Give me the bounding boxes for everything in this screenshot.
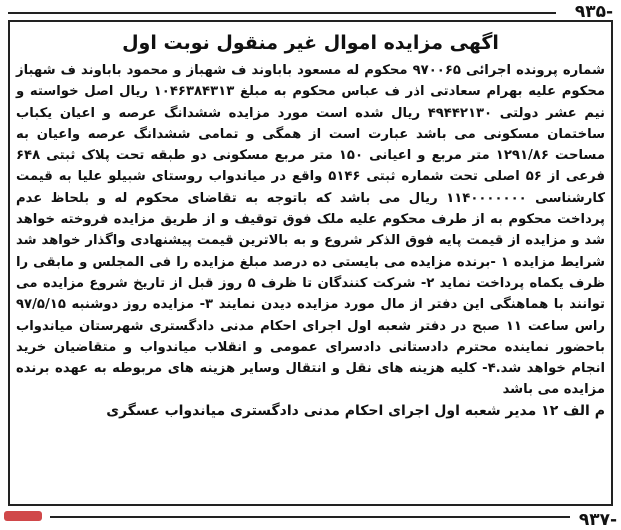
- top-divider: [8, 12, 556, 14]
- next-ad-fragment: [4, 511, 42, 521]
- ad-number-top: ۹۳۵-: [574, 2, 613, 22]
- bottom-divider: [50, 516, 570, 518]
- auction-notice: [8, 20, 613, 506]
- notice-title: اگهی مزایده اموال غیر منقول نوبت اول: [122, 32, 499, 54]
- ad-number-bottom: ۹۳۷-: [578, 510, 617, 530]
- notice-body: شماره پرونده اجرائی ۹۷۰۰۶۵ محکوم له مسعود باباوند ف شهباز و محمود باباوند ف شهباز محکوم علیه بهرام سعادتی اذر ف عباس محکوم به مبلغ ۱۰۴۶۳۸۴۳۱۳ ریال اصل خواسته و نیم عشر دولتی ۴۹۴۴۲۱۳۰ ریال شده است مورد مزایده ششدانگ عرصه و اعیان یکباب ساختمان مسکونی می باشد عبارت است از همگی و تمامی ششدانگ عرصه واعیان به مساحت ۱۲۹۱/۸۶ متر مربع و اعیانی ۱۵۰ متر مربع مسکونی دو طبقه تحت پلاک ثبتی ۶۴۸ فرعی از ۵۶ اصلی تحت شماره ثبتی ۵۱۴۶ واقع در میاندواب روستای شبیلو علیا به قیمت کارشناسی ۱۱۴۰۰۰۰۰۰۰ ریال می باشد که باتوجه به تقاضای محکوم له و بلحاظ عدم پرداخت محکوم به از طرف محکوم علیه ملک فوق توقیف و از طریق مزایده فروخته خواهد شد و مزایده از قیمت پایه فوق الذکر شروع و به بالاترین قیمت پیشنهادی واگذار خواهد شد شرایط مزایده ۱ -برنده مزایده می بایستی ده درصد مبلغ مزایده را فی المجلس و مابقی را ظرف یکماه پرداخت نماید ۲- شرکت کنندگان تا ظرف ۵ روز قبل از تاریخ شروع مزایده می توانند با هماهنگی این دفتر از مال مورد مزایده دیدن نمایند ۳- مزایده روز دوشنبه ۹۷/۵/۱۵ راس ساعت ۱۱ صبح در دفتر شعبه اول اجرای احکام مدنی دادگستری شهرستان میاندواب باحضور نماینده محترم دادستانی دادسرای عمومی و انقلاب میاندواب و متقاضیان خرید انجام خواهد شد.۴- کلیه هزینه های نقل و انتقال وسایر هزینه های مربوطه به عهده برنده مزایده می باشد: [16, 63, 606, 398]
- notice-signature: م الف ۱۲ مدیر شعبه اول اجرای احکام مدنی دادگستری میاندواب عسگری: [106, 402, 605, 419]
